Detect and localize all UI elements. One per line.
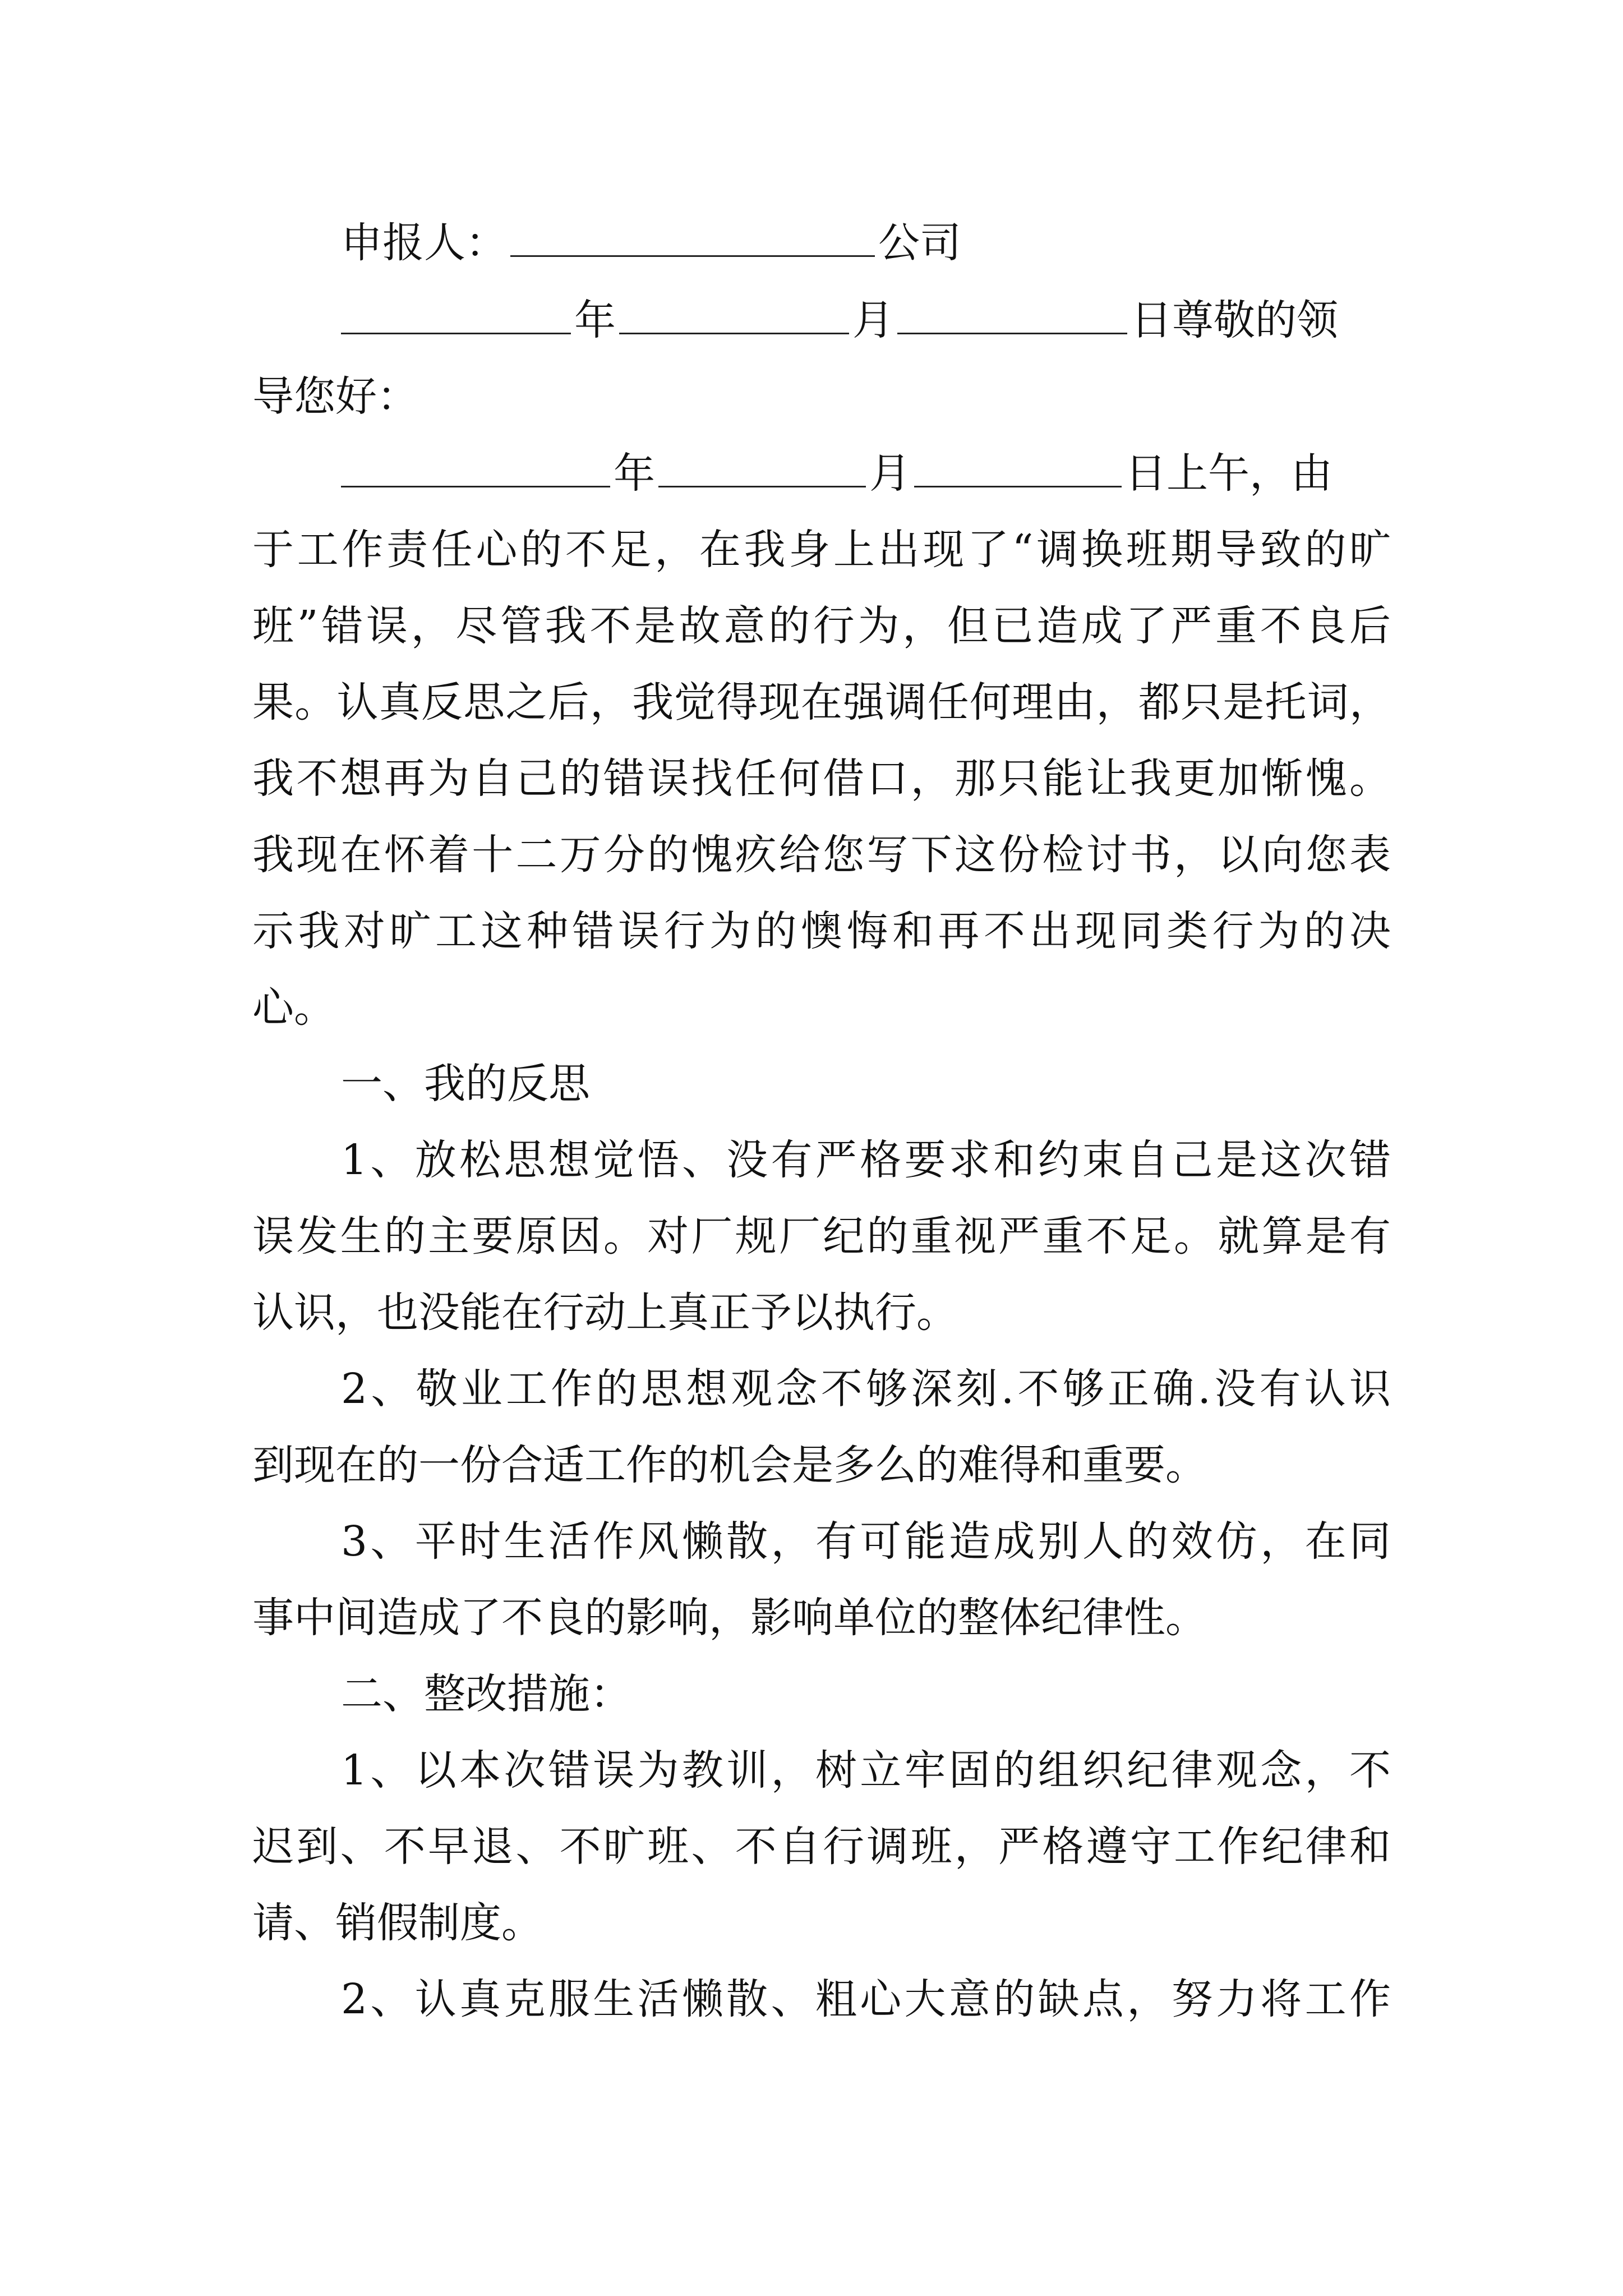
applicant-label: 申报人：	[341, 219, 507, 267]
paragraph-line: 心。	[252, 983, 335, 1032]
paragraph-line: 迟到、不早退、不旷班、不自行调班，严格遵守工作纪律和	[252, 1823, 1391, 1871]
paragraph-line: 事中间造成了不良的影响，影响单位的整体纪律性。	[252, 1594, 1207, 1642]
paragraph-line: 到现在的一份合适工作的机会是多么的难得和重要。	[252, 1441, 1207, 1489]
paragraph-line: 示我对旷工这种错误行为的懊悔和再不出现同类行为的决	[252, 907, 1391, 955]
section-heading: 一、我的反思	[341, 1060, 590, 1108]
applicant-blank	[510, 222, 875, 257]
paragraph-line: 1、放松思想觉悟、没有严格要求和约束自己是这次错	[341, 1136, 1391, 1184]
section-heading: 二、整改措施：	[341, 1670, 631, 1718]
applicant-line	[341, 209, 1391, 277]
date-line-1	[341, 287, 1391, 354]
paragraph-line: 果。认真反思之后，我觉得现在强调任何理由，都只是托词，	[252, 678, 1391, 726]
day-blank-2	[914, 452, 1122, 487]
paragraph-line: 认识，也没能在行动上真正予以执行。	[252, 1289, 958, 1337]
paragraph-line: 班”错误，尽管我不是故意的行为，但已造成了严重不良后	[252, 602, 1391, 650]
paragraph-line: 于工作责任心的不足，在我身上出现了“调换班期导致的旷	[252, 526, 1391, 574]
day-text-2: 日上午，由	[1125, 449, 1332, 498]
year-label-2: 年	[614, 449, 655, 498]
paragraph-line: 误发生的主要原因。对厂规厂纪的重视严重不足。就算是有	[252, 1212, 1391, 1260]
paragraph-line: 2、敬业工作的思想观念不够深刻.不够正确.没有认识	[341, 1365, 1391, 1413]
paragraph-line: 3、平时生活作风懒散，有可能造成别人的效仿，在同	[341, 1517, 1391, 1566]
greeting-text: 导您好：	[252, 372, 418, 421]
year-blank-1	[341, 299, 571, 334]
month-blank-2	[658, 452, 866, 487]
greeting-line	[252, 363, 1391, 430]
month-blank-1	[619, 299, 849, 334]
day-blank-1	[897, 299, 1127, 334]
month-label-2: 月	[869, 449, 911, 498]
year-blank-2	[341, 452, 610, 487]
day-text-1: 日尊敬的领	[1131, 296, 1338, 344]
date-line-2	[341, 440, 1391, 507]
paragraph-line: 请、销假制度。	[252, 1899, 543, 1947]
paragraph-line: 我不想再为自己的错误找任何借口，那只能让我更加惭愧。	[252, 754, 1391, 803]
month-label-1: 月	[852, 296, 894, 344]
year-label-1: 年	[574, 296, 616, 344]
company-label: 公司	[878, 219, 961, 267]
paragraph-line: 我现在怀着十二万分的愧疚给您写下这份检讨书，以向您表	[252, 831, 1391, 879]
paragraph-line: 2、认真克服生活懒散、粗心大意的缺点，努力将工作	[341, 1975, 1391, 2023]
paragraph-line: 1、以本次错误为教训，树立牢固的组织纪律观念，不	[341, 1746, 1391, 1795]
